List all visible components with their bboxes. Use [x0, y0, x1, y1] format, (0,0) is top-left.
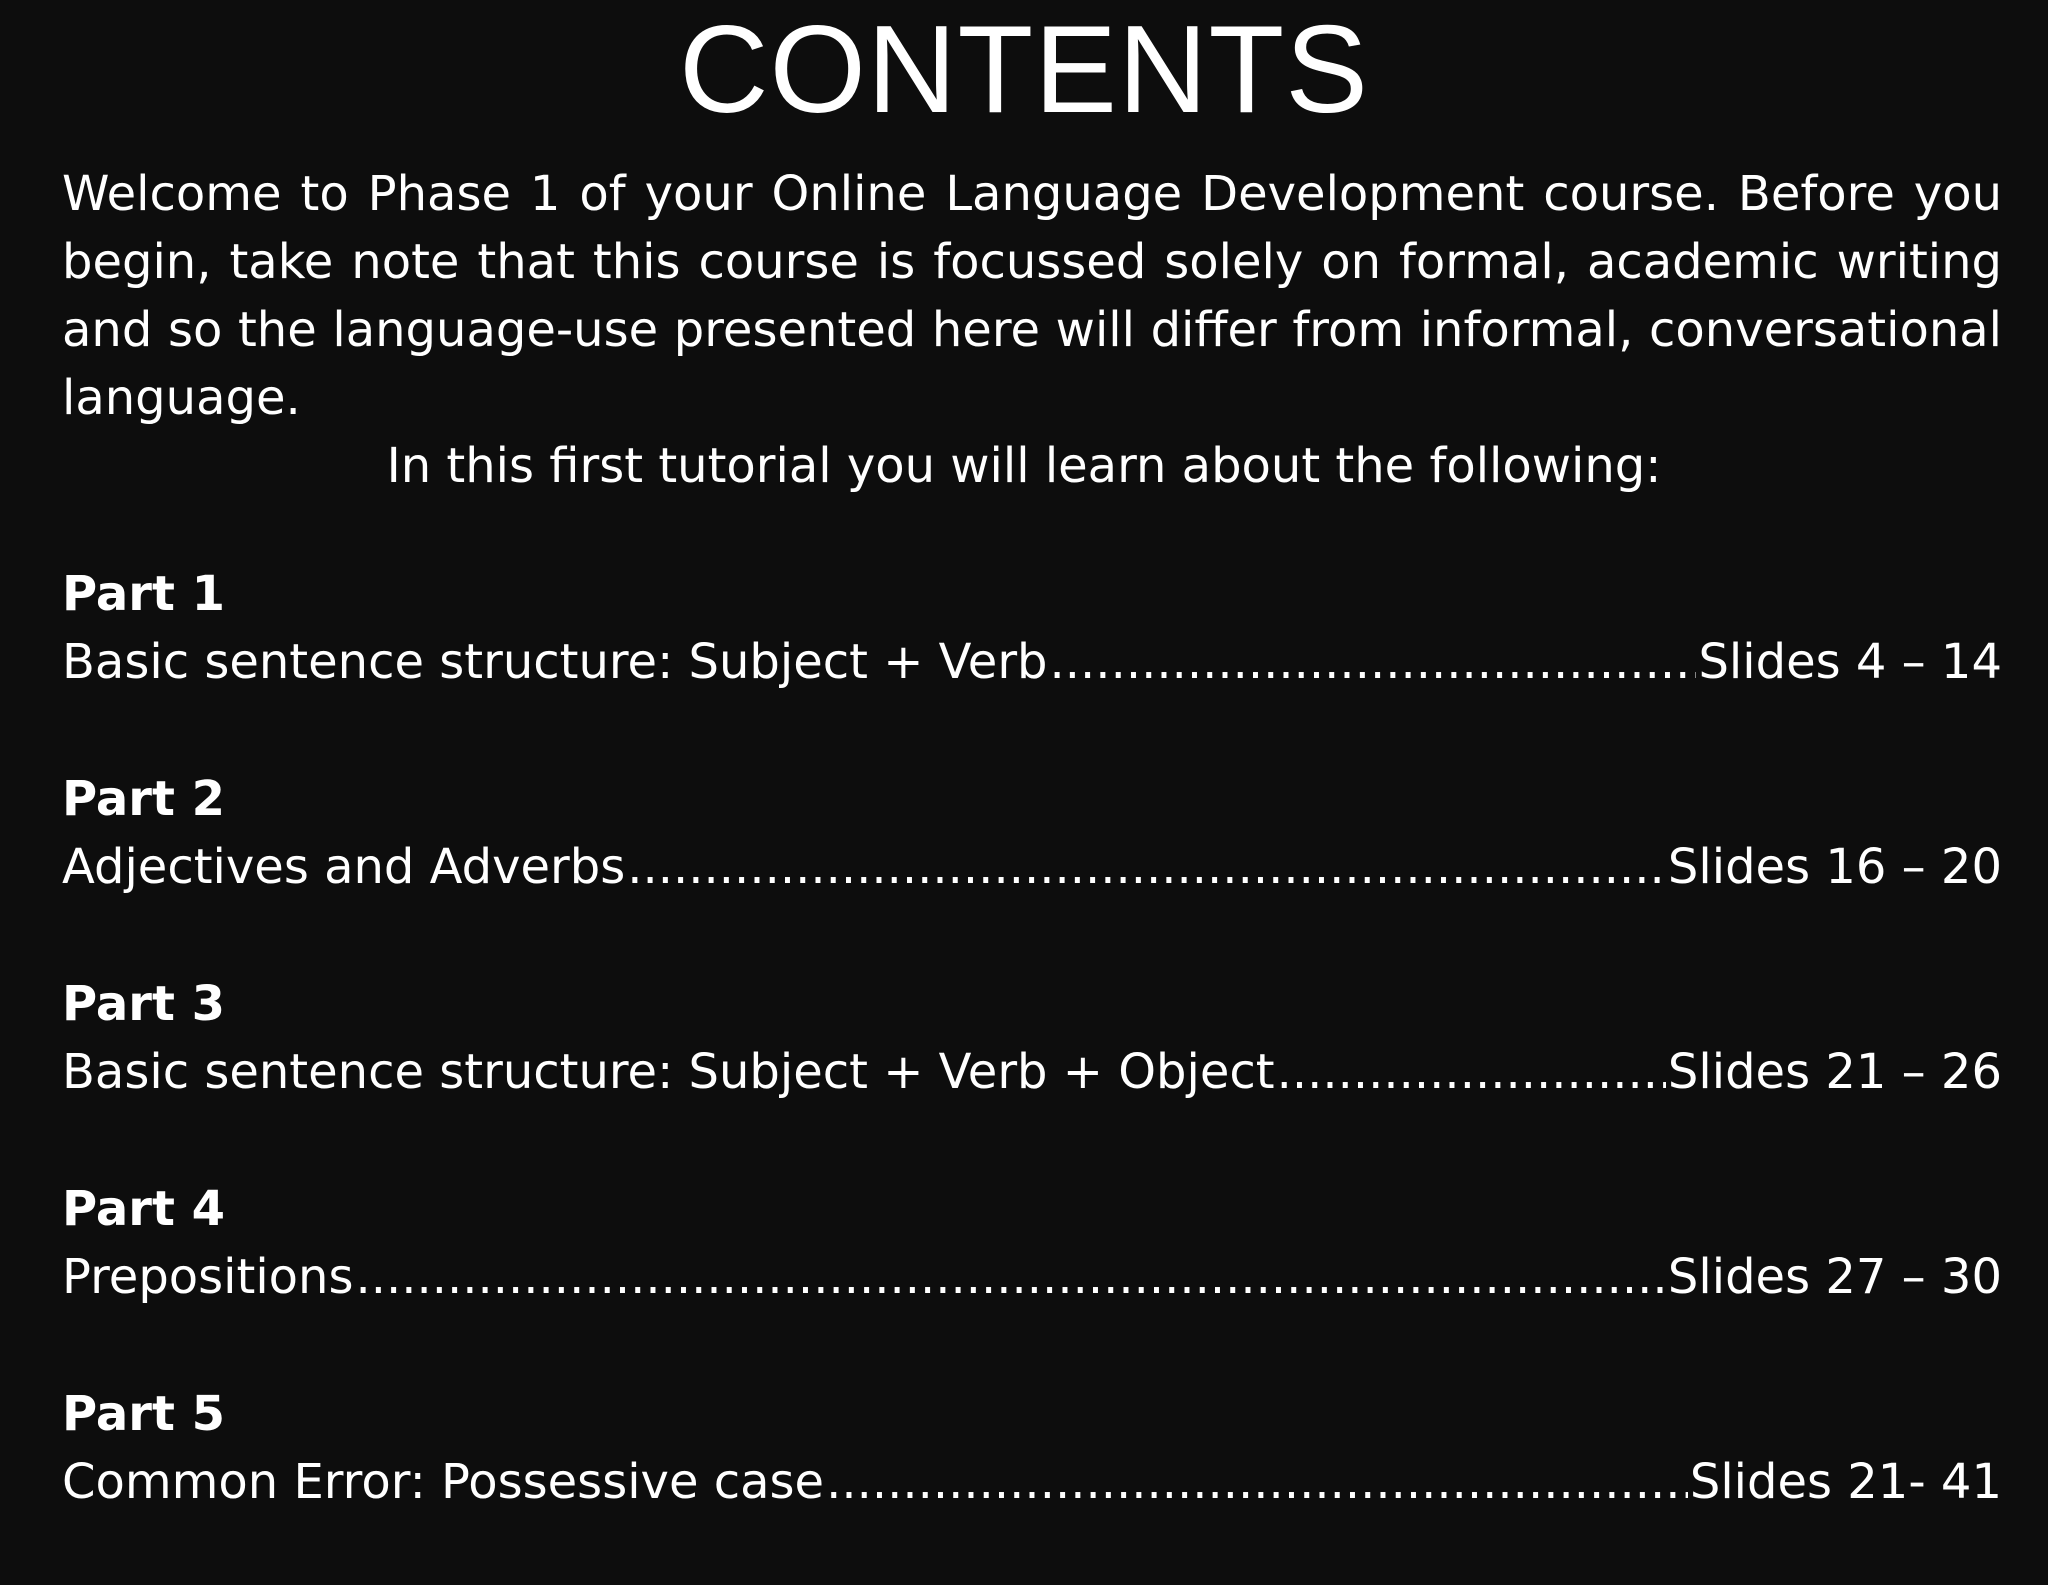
toc-item [62, 765, 2002, 970]
toc-entry [62, 1038, 2002, 1106]
entry-slides: Slides 4 – 14 [1698, 634, 2002, 690]
toc-item [62, 560, 2002, 765]
part-label: Part 3 [62, 976, 226, 1032]
toc-entry [62, 1243, 2002, 1311]
dot-leader [1277, 1038, 1666, 1106]
toc-item [62, 970, 2002, 1175]
toc-item [62, 1380, 2002, 1585]
entry-slides: Slides 27 – 30 [1667, 1249, 2002, 1305]
part-label: Part 4 [62, 1181, 226, 1237]
entry-slides: Slides 21 – 26 [1667, 1044, 2002, 1100]
dot-leader [627, 833, 1666, 901]
entry-slides: Slides 21- 41 [1689, 1454, 2002, 1510]
entry-topic: Prepositions [62, 1249, 354, 1305]
entry-topic: Basic sentence structure: Subject + Verb [62, 634, 1048, 690]
toc-item [62, 1175, 2002, 1380]
dot-leader [355, 1243, 1665, 1311]
lead-sentence: In this first tutorial you will learn about the following: [386, 438, 1662, 494]
table-of-contents [62, 560, 2002, 1585]
intro-paragraph: Welcome to Phase 1 of your Online Language Development course. Before you begin, take note that this course is focussed solely on formal, academic writing and so the language-use presented here will differ from informal, conversational language. [62, 166, 2002, 426]
entry-slides: Slides 16 – 20 [1667, 839, 2002, 895]
dot-leader [826, 1448, 1688, 1516]
toc-entry [62, 1448, 2002, 1516]
toc-entry [62, 628, 2002, 696]
entry-topic: Adjectives and Adverbs [62, 839, 626, 895]
dot-leader [1050, 628, 1697, 696]
toc-entry [62, 833, 2002, 901]
entry-topic: Basic sentence structure: Subject + Verb + Object [62, 1044, 1275, 1100]
part-label: Part 1 [62, 566, 226, 622]
part-label: Part 5 [62, 1386, 226, 1442]
entry-topic: Common Error: Possessive case [62, 1454, 825, 1510]
part-label: Part 2 [62, 771, 226, 827]
slide-title: CONTENTS [679, 1, 1369, 139]
